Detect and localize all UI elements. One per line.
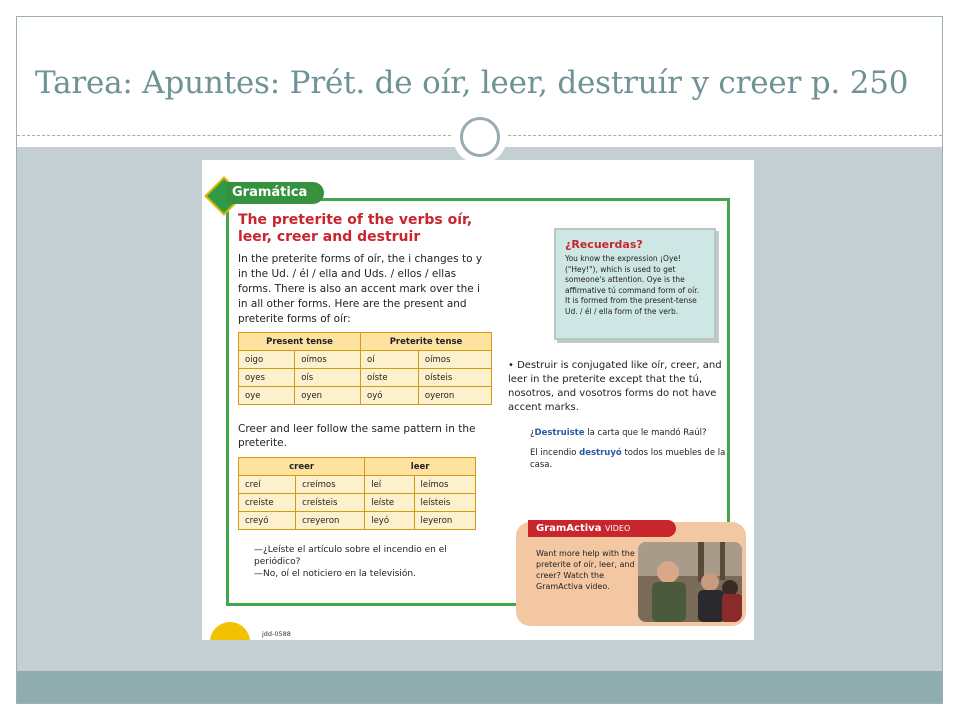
table-row [239, 351, 492, 369]
table-row [239, 494, 476, 512]
table-cell: leyeron [414, 512, 475, 530]
table-cell: oyeron [418, 387, 491, 405]
table-header: Preterite tense [361, 333, 492, 351]
example-text: El incendio [530, 448, 580, 458]
recuerdas-box [554, 228, 716, 340]
dialog-line: —No, oí el noticiero en la televisión. [254, 569, 416, 579]
circle-ornament-icon [453, 110, 507, 164]
creer-leer-note: Creer and leer follow the same pattern in the preterite. [238, 423, 476, 449]
section-tab: Gramática [226, 182, 324, 204]
table-cell: oyen [295, 387, 361, 405]
table-header: Present tense [239, 333, 361, 351]
photo-illustration [638, 542, 742, 622]
table-cell: oís [295, 369, 361, 387]
example-text: todos los muebles de la casa. [530, 448, 726, 470]
table-row [239, 369, 492, 387]
table-cell: leí [365, 476, 414, 494]
example-dialog [254, 544, 479, 580]
creer-leer-table [238, 457, 476, 530]
table-cell: creyeron [296, 512, 365, 530]
oir-conjugation-table [238, 332, 492, 405]
video-still-photo [638, 542, 742, 622]
textbook-page-image [202, 160, 754, 640]
table-cell: creíste [239, 494, 296, 512]
example-sentence [530, 448, 730, 471]
gramactiva-sublabel: VIDEO [604, 524, 631, 533]
example-sentence [530, 428, 730, 440]
grammar-heading: The preterite of the verbs oír, leer, creer and destruir [238, 212, 473, 245]
actividad-badge-icon [210, 622, 250, 640]
table-cell: oí [361, 351, 419, 369]
gramactiva-text: Want more help with the preterite of oír, leer, and creer? Watch the GramActiva video. [536, 549, 635, 591]
table-cell: oigo [239, 351, 295, 369]
table-row [239, 476, 476, 494]
table-cell: leíste [365, 494, 414, 512]
slide-title: Tarea: Apuntes: Prét. de oír, leer, destruír y creer p. 250 [35, 65, 909, 101]
recuerdas-title: ¿Recuerdas? [565, 238, 643, 251]
table-cell: leímos [414, 476, 475, 494]
recuerdas-body: You know the expression ¡Oye! ("Hey!"), which is used to get someone's attention. Oye is the affirmative tú command form of oír. It is formed from the present-tense Ud. / él / ella form of the verb. [565, 254, 699, 316]
bottom-bar [17, 671, 942, 704]
table-cell: oímos [418, 351, 491, 369]
dialog-line: —¿Leíste el artículo sobre el incendio en el periódico? [254, 545, 447, 567]
table-cell: oísteis [418, 369, 491, 387]
gramactiva-label: GramActiva [536, 523, 602, 534]
table-cell: oyó [361, 387, 419, 405]
table-cell: creyó [239, 512, 296, 530]
example-text: la carta que le mandó Raúl? [584, 428, 707, 438]
table-row [239, 387, 492, 405]
table-cell: oyes [239, 369, 295, 387]
table-cell: oímos [295, 351, 361, 369]
example-verb: destruyó [579, 448, 622, 458]
table-header: creer [239, 458, 365, 476]
grammar-intro: In the preterite forms of oír, the i changes to y in the Ud. / él / ella and Uds. / ellos / ellas forms. There is also an accent mark over the i in all other forms. Here are the present and preterite forms of oír: [238, 253, 483, 325]
table-cell: oíste [361, 369, 419, 387]
footer-code: jdd-0588 [262, 630, 291, 638]
table-cell: leísteis [414, 494, 475, 512]
table-row [239, 512, 476, 530]
table-header: leer [365, 458, 476, 476]
table-cell: leyó [365, 512, 414, 530]
table-cell: oye [239, 387, 295, 405]
example-text: ¿ [530, 428, 535, 438]
example-verb: Destruiste [534, 428, 585, 438]
table-cell: creí [239, 476, 296, 494]
table-cell: creísteis [296, 494, 365, 512]
bullet-text: Destruir is conjugated like oír, creer, and leer in the preterite except that the tú, nosotros, and vosotros forms do not have accent marks. [508, 360, 722, 413]
destruir-bullet: • Destruir is conjugated like oír, creer, and leer in the preterite except that the tú, nosotros, and vosotros forms do not have accent marks. [508, 360, 722, 413]
table-cell: creímos [296, 476, 365, 494]
gramactiva-tab [528, 520, 676, 537]
